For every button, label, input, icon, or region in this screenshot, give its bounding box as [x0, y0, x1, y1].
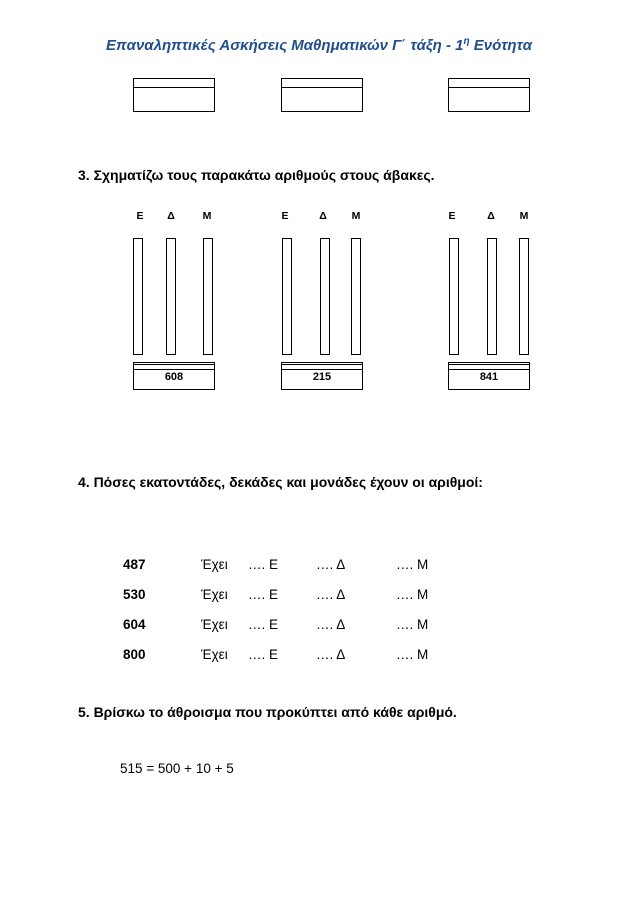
units-blank[interactable]: …. Μ [396, 647, 429, 662]
abacus-rod-tens[interactable] [320, 238, 330, 355]
abacus-label-hundreds: Ε [136, 210, 144, 222]
tens-blank[interactable]: …. Δ [316, 617, 346, 632]
row-verb: Έχει [201, 617, 228, 632]
row-number: 604 [123, 617, 146, 632]
abacus-label-units: Μ [351, 210, 361, 222]
abacus-rod-hundreds[interactable] [282, 238, 292, 355]
row-number: 487 [123, 557, 146, 572]
abacus-rod-units[interactable] [203, 238, 213, 355]
abacus-rod-tens[interactable] [487, 238, 497, 355]
row-verb: Έχει [201, 587, 228, 602]
exercise-4-heading: 4. Πόσες εκατοντάδες, δεκάδες και μονάδες έχουν οι αριθμοί: [78, 474, 483, 490]
row-number: 800 [123, 647, 146, 662]
tens-blank[interactable]: …. Δ [316, 647, 346, 662]
row-verb: Έχει [201, 557, 228, 572]
abacus-rod-tens[interactable] [166, 238, 176, 355]
abacus-label-hundreds: Ε [448, 210, 456, 222]
place-value-row [0, 647, 638, 667]
exercise-3-heading: 3. Σχηματίζω τους παρακάτω αριθμούς στους άβακες. [78, 167, 435, 183]
place-value-row [0, 557, 638, 577]
units-blank[interactable]: …. Μ [396, 557, 429, 572]
abacus-rod-hundreds[interactable] [133, 238, 143, 355]
abacus-label-tens: Δ [319, 210, 327, 222]
exercise-5-heading: 5. Βρίσκω το άθροισμα που προκύπτει από κάθε αριθμό. [78, 704, 457, 720]
sum-example: 515 = 500 + 10 + 5 [120, 761, 234, 776]
hundreds-blank[interactable]: …. Ε [248, 557, 279, 572]
hundreds-blank[interactable]: …. Ε [248, 587, 279, 602]
abacus-label-tens: Δ [487, 210, 495, 222]
abacus-rod-units[interactable] [519, 238, 529, 355]
units-blank[interactable]: …. Μ [396, 587, 429, 602]
place-value-row [0, 617, 638, 637]
row-verb: Έχει [201, 647, 228, 662]
tens-blank[interactable]: …. Δ [316, 587, 346, 602]
abacus-label-hundreds: Ε [281, 210, 289, 222]
page-title: Επαναληπτικές Ασκήσεις Μαθηματικών Γ΄ τάξη - $1^\eta$ Ενότητα [105, 36, 532, 54]
row-number: 530 [123, 587, 146, 602]
abacus-rod-hundreds[interactable] [449, 238, 459, 355]
answer-box-top-1[interactable] [133, 78, 215, 112]
abacus-number: 608 [133, 364, 215, 390]
tens-blank[interactable]: …. Δ [316, 557, 346, 572]
answer-box-top-3[interactable] [448, 78, 530, 112]
abacus-label-units: Μ [519, 210, 529, 222]
hundreds-blank[interactable]: …. Ε [248, 647, 279, 662]
hundreds-blank[interactable]: …. Ε [248, 617, 279, 632]
abacus-label-units: Μ [202, 210, 212, 222]
abacus-label-tens: Δ [167, 210, 175, 222]
answer-box-top-2[interactable] [281, 78, 363, 112]
abacus-number: 841 [448, 364, 530, 390]
place-value-row [0, 587, 638, 607]
units-blank[interactable]: …. Μ [396, 617, 429, 632]
abacus-number: 215 [281, 364, 363, 390]
abacus-rod-units[interactable] [351, 238, 361, 355]
